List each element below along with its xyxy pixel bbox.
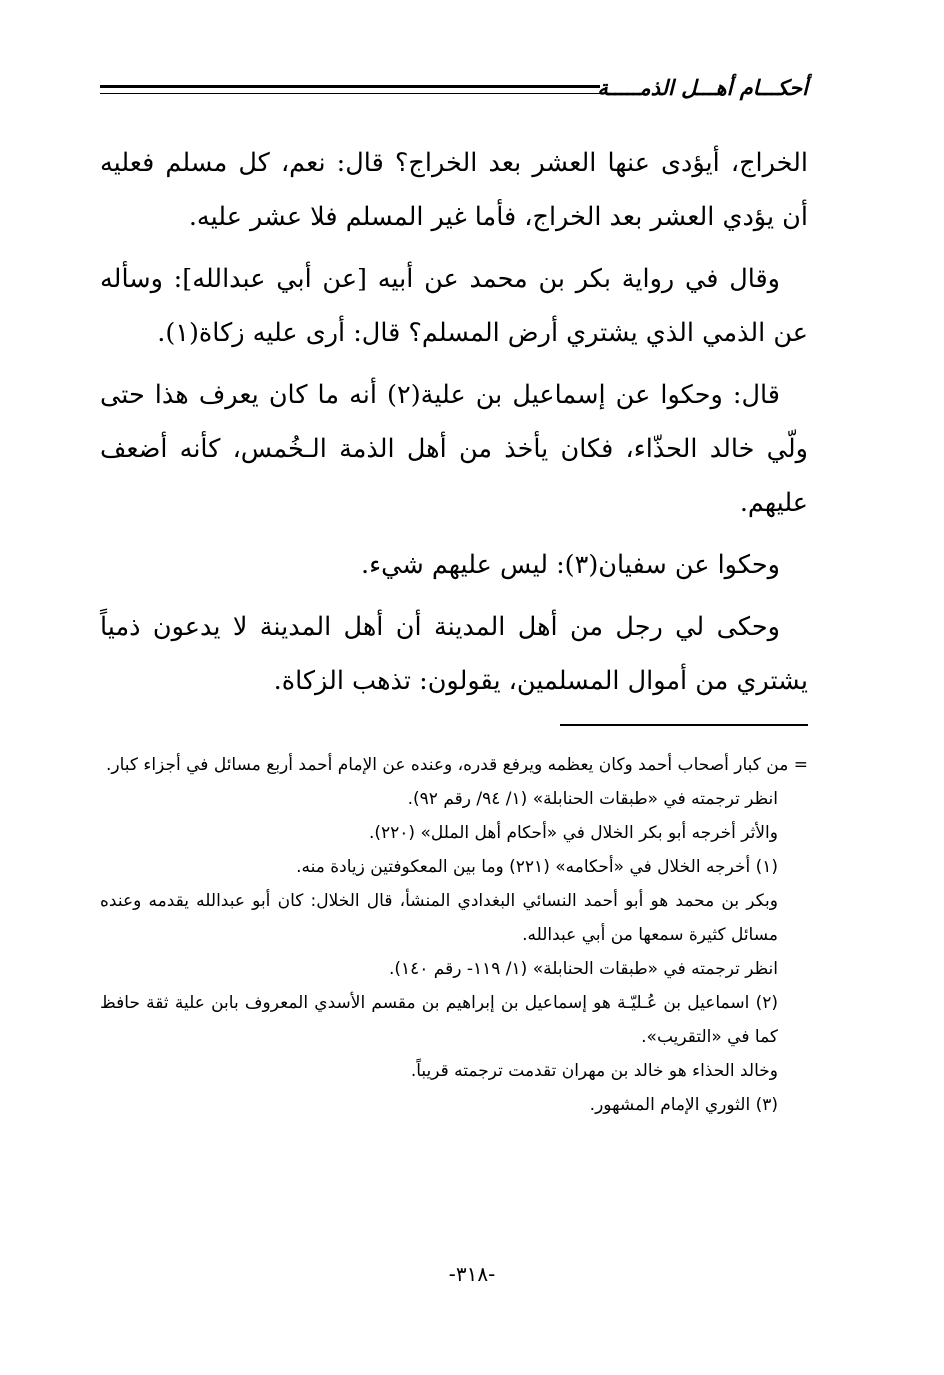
header-title: أحكـــام أهـــل الذمـــــة [597, 76, 808, 100]
footnotes [100, 748, 808, 1122]
footnote-line: وخالد الحذاء هو خالد بن مهران تقدمت ترجمته قريباً. [410, 1061, 778, 1081]
paragraph: الخراج، أيؤدى عنها العشر بعد الخراج؟ قال: نعم، كل مسلم فعليه أن يؤدي العشر بعد الخراج، فأما غير المسلم فلا عشر عليه. [100, 148, 808, 232]
footnote-separator [560, 724, 808, 726]
footnote-line: انظر ترجمته في «طبقات الحنابلة» (١/ ٩٤/ رقم ٩٢). [407, 789, 778, 809]
paragraph: وقال في رواية بكر بن محمد عن أبيه [عن أبي عبدالله]: وسأله عن الذمي الذي يشتري أرض المسلم؟ قال: أرى عليه زكاة(١). [100, 264, 808, 348]
footnote-line: (٢) اسماعيل بن عُـليّـة هو إسماعيل بن إبراهيم بن مقسم الأسدي المعروف بابن علية ثقة حافظ كما في «التقريب». [100, 993, 778, 1047]
header-rule [100, 85, 600, 94]
footnote-line: (١) أخرجه الخلال في «أحكامه» (٢٢١) وما بين المعكوفتين زيادة منه. [296, 857, 778, 877]
running-header [100, 72, 808, 112]
footnote-line: انظر ترجمته في «طبقات الحنابلة» (١/ ١١٩- رقم ١٤٠). [388, 959, 778, 979]
footnote-line: (٣) الثوري الإمام المشهور. [589, 1095, 778, 1115]
paragraph: وحكى لي رجل من أهل المدينة أن أهل المدينة لا يدعون ذمياً يشتري من أموال المسلمين، يقولون: تذهب الزكاة. [100, 612, 808, 696]
paragraph: وحكوا عن سفيان(٣): ليس عليهم شيء. [361, 550, 780, 580]
footnote-line: = من كبار أصحاب أحمد وكان يعظمه ويرفع قدره، وعنده عن الإمام أحمد أربع مسائل في أجزاء كبار. [105, 755, 808, 775]
main-text [100, 136, 808, 716]
footnote-line: والأثر أخرجه أبو بكر الخلال في «أحكام أهل الملل» (٢٢٠). [368, 823, 778, 843]
paragraph: قال: وحكوا عن إسماعيل بن علية(٢) أنه ما كان يعرف هذا حتى ولّي خالد الحذّاء، فكان يأخذ من أهل الذمة الـخُمس، كأنه أضعف عليهم. [100, 380, 808, 518]
footnote-line: وبكر بن محمد هو أبو أحمد النسائي البغدادي المنشأ، قال الخلال: كان أبو عبدالله يقدمه وعنده مسائل كثيرة سمعها من أبي عبدالله. [100, 891, 778, 945]
page-number: -٣١٨- [448, 1262, 496, 1286]
